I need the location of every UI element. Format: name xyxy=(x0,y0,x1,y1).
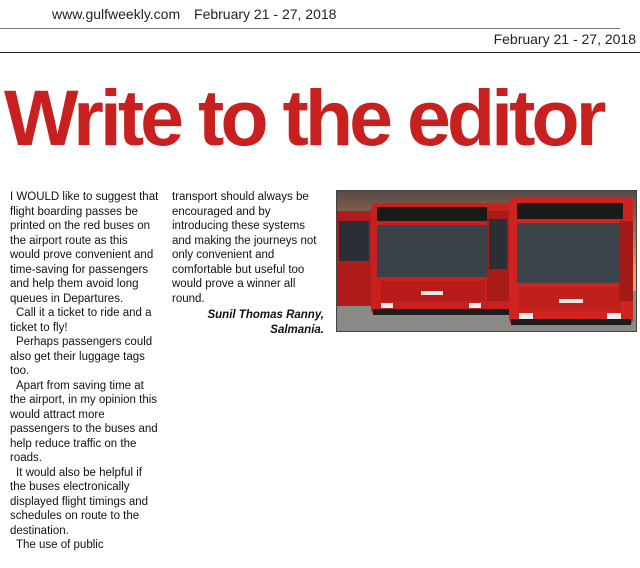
site-url: www.gulfweekly.com xyxy=(52,6,181,22)
header-divider xyxy=(0,52,640,53)
site-header xyxy=(52,6,336,22)
letter-paragraph: I WOULD like to suggest that flight boarding passes be printed on the red buses on the airport route as this would prove convenient and time-saving for passengers and help them avoid long queues in Departures. xyxy=(10,191,159,305)
page-date: February 21 - 27, 2018 xyxy=(493,31,636,47)
letter-paragraph: transport should always be encouraged and by introducing these systems and making the journeys not only convenient and comfortable but useful too would prove a winner all round. xyxy=(172,191,317,305)
letter-location: Salmania. xyxy=(270,323,324,336)
letter-paragraph: It would also be helpful if the buses electronically displayed flight timings and schedules on route to the destination. xyxy=(10,466,149,537)
letter-paragraph: Perhaps passengers could also get their luggage tags too. xyxy=(10,336,153,377)
bus-photo xyxy=(336,190,637,332)
letter-paragraph: Call it a ticket to ride and a ticket to fly! xyxy=(10,307,152,334)
right-bus xyxy=(509,197,633,325)
bus-photo-image xyxy=(337,191,636,331)
letter-author: Sunil Thomas Ranny, xyxy=(207,309,324,321)
letter-column-2 xyxy=(172,190,324,337)
letter-column-1 xyxy=(10,190,160,553)
header-date: February 21 - 27, 2018 xyxy=(194,6,337,22)
letter-paragraph: The use of public xyxy=(16,539,104,551)
top-divider xyxy=(0,28,620,29)
left-bus xyxy=(371,203,513,315)
letter-paragraph: Apart from saving time at the airport, in my opinion this would attract more passengers to the buses and help reduce traffic on the roads. xyxy=(10,379,158,464)
headline: Write to the editor xyxy=(4,73,603,162)
